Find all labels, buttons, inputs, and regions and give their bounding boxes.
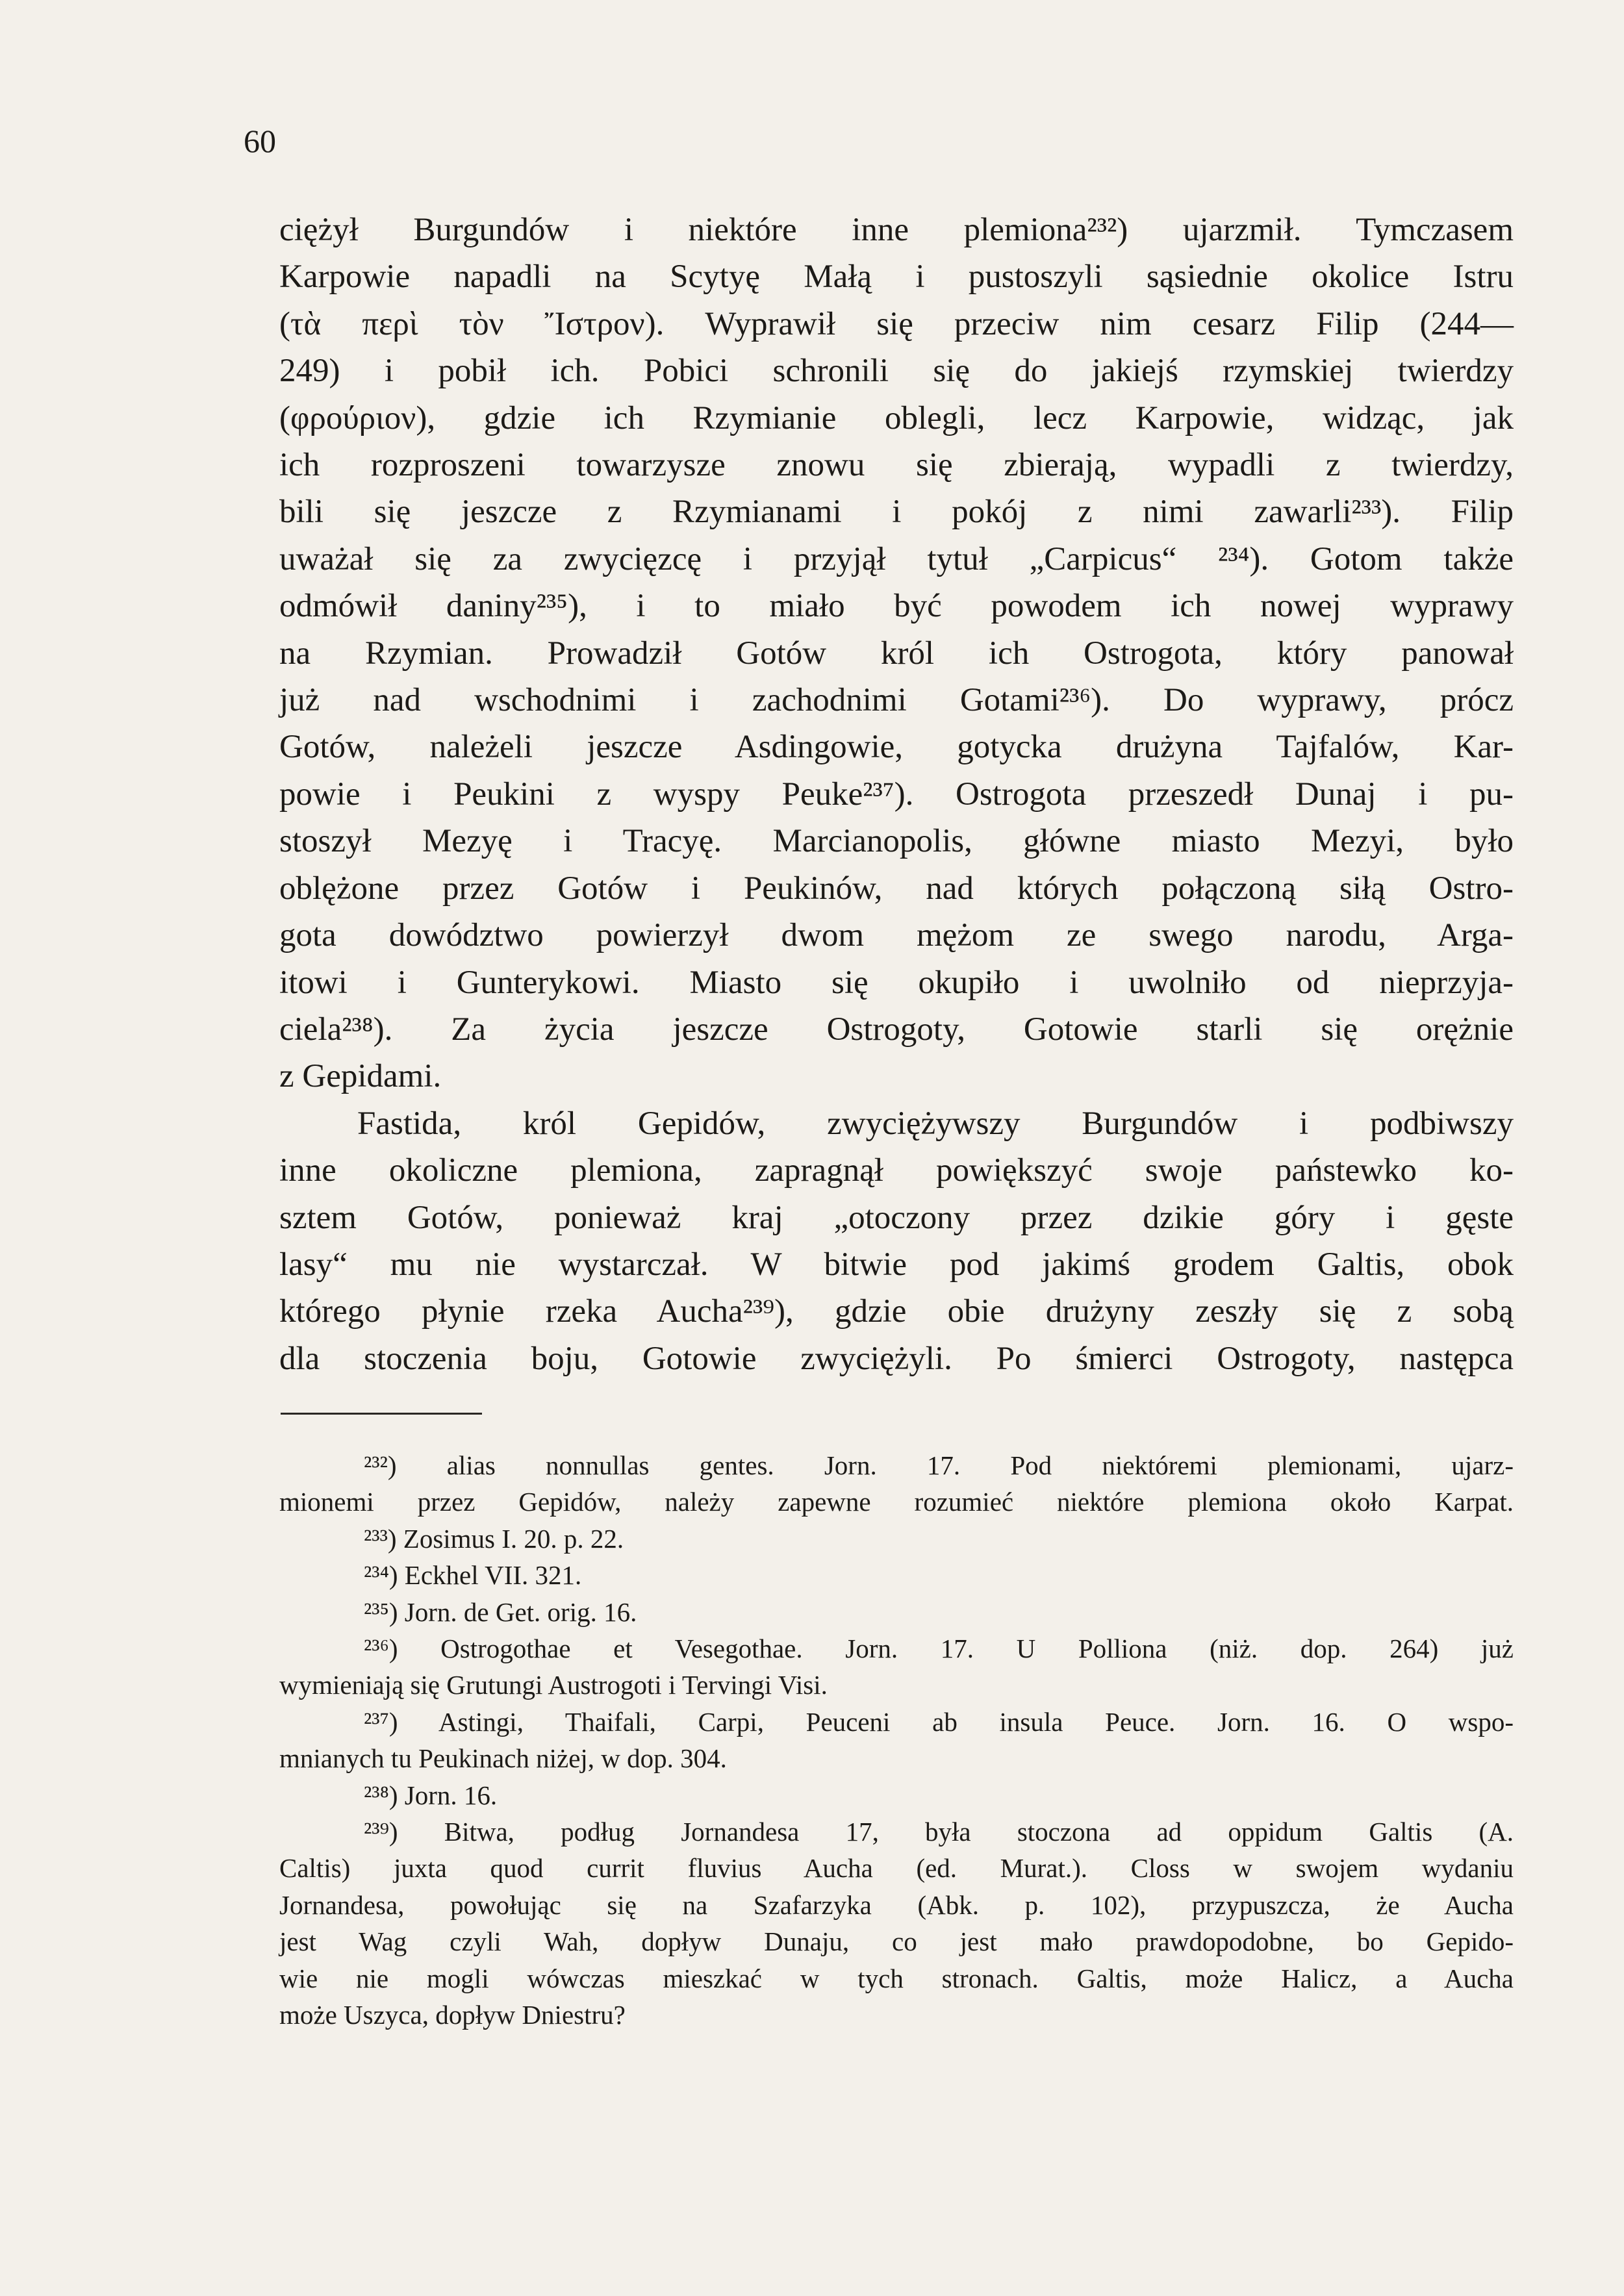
text-line: oblężone przez Gotów i Peukinów, nad których połączoną siłą Ostro- xyxy=(279,870,1514,907)
text-line: ciela²³⁸). Za życia jeszcze Ostrogoty, Gotowie starli się orężnie xyxy=(279,1011,1514,1048)
text-line: itowi i Gunterykowi. Miasto się okupiło i uwolniło od nieprzyja- xyxy=(279,964,1514,1001)
footnote-line: ²³⁷) Astingi, Thaifali, Carpi, Peuceni ab insula Peuce. Jorn. 16. O wspo- xyxy=(364,1706,1514,1737)
footnote-line: ²³³) Zosimus I. 20. p. 22. xyxy=(364,1523,624,1554)
text-line: z Gepidami. xyxy=(279,1058,442,1095)
footnote-divider xyxy=(281,1413,482,1415)
text-line: gota dowództwo powierzył dwom mężom ze swego narodu, Arga- xyxy=(279,917,1514,954)
footnote-line: Caltis) juxta quod currit fluvius Aucha (ed. Murat.). Closs w swojem wydaniu xyxy=(279,1853,1514,1884)
footnote-line: ²³⁴) Eckhel VII. 321. xyxy=(364,1560,582,1591)
text-line: dla stoczenia boju, Gotowie zwyciężyli. Po śmierci Ostrogoty, następca xyxy=(279,1340,1514,1377)
footnote-line: mnianych tu Peukinach niżej, w dop. 304. xyxy=(279,1743,727,1774)
footnote-line: ²³²) alias nonnullas gentes. Jorn. 17. Pod niektóremi plemionami, ujarz- xyxy=(364,1450,1514,1480)
text-line: sztem Gotów, ponieważ kraj „otoczony przez dzikie góry i gęste xyxy=(279,1199,1514,1236)
text-line: inne okoliczne plemiona, zapragnął powiększyć swoje państewko ko- xyxy=(279,1152,1514,1189)
text-line: już nad wschodnimi i zachodnimi Gotami²³⁶). Do wyprawy, prócz xyxy=(279,682,1514,719)
text-line: 249) i pobił ich. Pobici schronili się do jakiejś rzymskiej twierdzy xyxy=(279,353,1514,390)
text-line: którego płynie rzeka Aucha²³⁹), gdzie obie drużyny zeszły się z sobą xyxy=(279,1293,1514,1330)
footnotes xyxy=(279,1447,1514,2034)
text-line: bili się jeszcze z Rzymianami i pokój z nimi zawarli²³³). Filip xyxy=(279,494,1514,531)
text-line: ich rozproszeni towarzysze znowu się zbierają, wypadli z twierdzy, xyxy=(279,447,1514,484)
text-line: uważał się za zwycięzcę i przyjął tytuł „Carpicus“ ²³⁴). Gotom także xyxy=(279,540,1514,577)
footnote-line: Jornandesa, powołując się na Szafarzyka (Abk. p. 102), przypuszcza, że Aucha xyxy=(279,1889,1514,1920)
paragraph-start-line: Fastida, król Gepidów, zwyciężywszy Burgundów i podbiwszy xyxy=(357,1105,1514,1142)
footnote-line: mionemi przez Gepidów, należy zapewne rozumieć niektóre plemiona około Karpat. xyxy=(279,1487,1514,1517)
footnote-line: jest Wag czyli Wah, dopływ Dunaju, co jest mało prawdopodobne, bo Gepido- xyxy=(279,1926,1514,1957)
main-text xyxy=(279,207,1514,1382)
footnote-line: ²³⁹) Bitwa, podług Jornandesa 17, była stoczona ad oppidum Galtis (A. xyxy=(364,1817,1514,1847)
text-line: Karpowie napadli na Scytyę Małą i pustoszyli sąsiednie okolice Istru xyxy=(279,259,1514,296)
text-line: odmówił daniny²³⁵), i to miało być powodem ich nowej wyprawy xyxy=(279,588,1514,625)
text-line: powie i Peukini z wyspy Peuke²³⁷). Ostrogota przeszedł Dunaj i pu- xyxy=(279,776,1514,813)
text-line: lasy“ mu nie wystarczał. W bitwie pod jakimś grodem Galtis, obok xyxy=(279,1246,1514,1283)
footnote-line: ²³⁶) Ostrogothae et Vesegothae. Jorn. 17. U Polliona (niż. dop. 264) już xyxy=(364,1634,1514,1664)
footnote-line: ²³⁸) Jorn. 16. xyxy=(364,1780,498,1810)
text-line: stoszył Mezyę i Tracyę. Marcianopolis, główne miasto Mezyi, było xyxy=(279,823,1514,860)
footnote-line: wie nie mogli wówczas mieszkać w tych stronach. Galtis, może Halicz, a Aucha xyxy=(279,1963,1514,1993)
footnote-line: ²³⁵) Jorn. de Get. orig. 16. xyxy=(364,1596,637,1627)
text-line: (φρούριον), gdzie ich Rzymianie oblegli, lecz Karpowie, widząc, jak xyxy=(279,399,1514,436)
text-line: ciężył Burgundów i niektóre inne plemiona²³²) ujarzmił. Tymczasem xyxy=(279,212,1514,248)
text-line: (τὰ περὶ τὸν Ἴστρον). Wyprawił się przeciw nim cesarz Filip (244— xyxy=(279,305,1514,342)
footnote-line: może Uszyca, dopływ Dniestru? xyxy=(279,2000,626,2030)
page-number: 60 xyxy=(244,123,276,159)
text-line: Gotów, należeli jeszcze Asdingowie, gotycka drużyna Tajfalów, Kar- xyxy=(279,729,1514,766)
footnote-line: wymieniają się Grutungi Austrogoti i Tervingi Visi. xyxy=(279,1670,828,1700)
text-line: na Rzymian. Prowadził Gotów król ich Ostrogota, który panował xyxy=(279,635,1514,672)
